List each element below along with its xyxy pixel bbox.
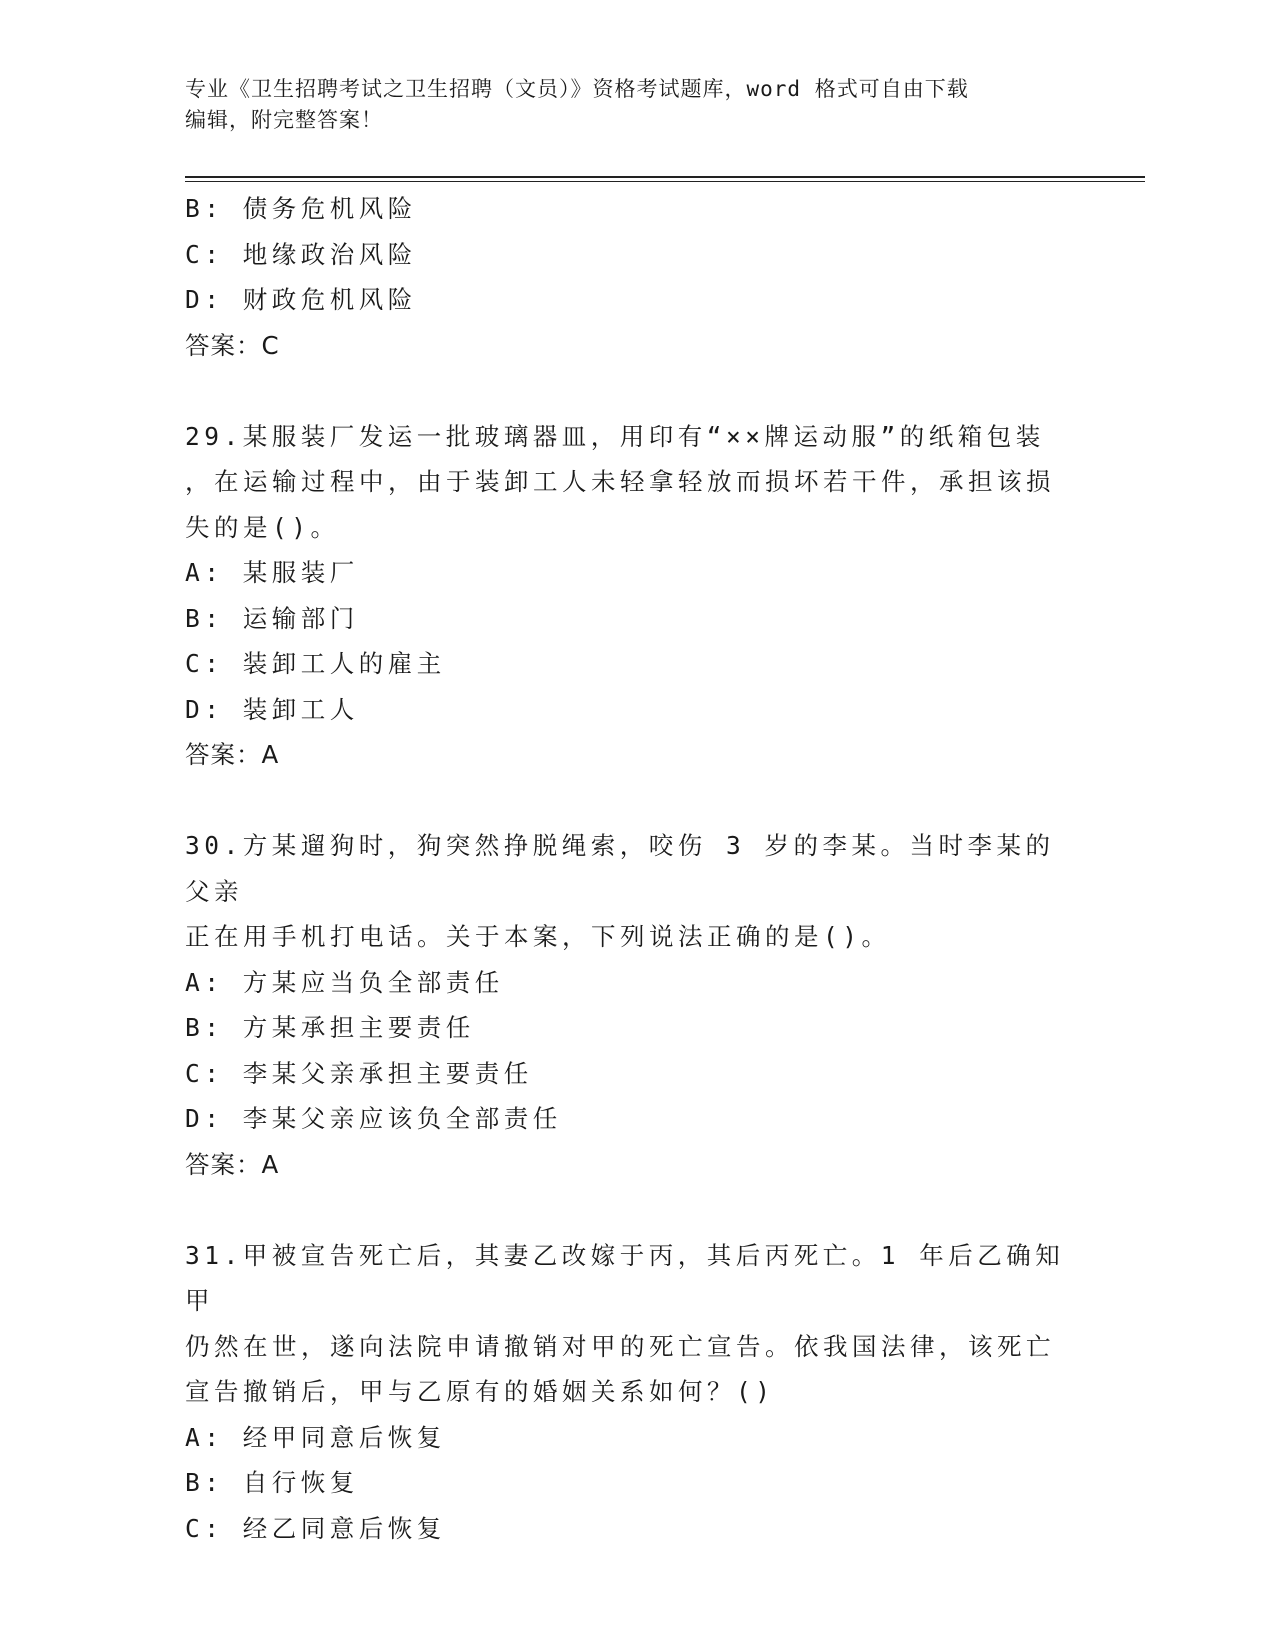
question-text: 29.某服装厂发运一批玻璃器皿，用印有“××牌运动服”的纸箱包装 ，在运输过程中，由于装卸工人未轻拿轻放而损坏若干件，承担该损 失的是()。 bbox=[185, 421, 1055, 542]
header-line-1: 专业《卫生招聘考试之卫生招聘（文员）》资格考试题库，word 格式可自由下载 bbox=[185, 77, 969, 101]
spacer bbox=[185, 1187, 1085, 1233]
option-d: D: 财政危机风险 bbox=[185, 285, 417, 314]
option-d: D: 李某父亲应该负全部责任 bbox=[185, 1104, 562, 1133]
option-d: D: 装卸工人 bbox=[185, 694, 359, 724]
option-c: C: 装卸工人的雇主 bbox=[185, 649, 446, 678]
header-divider-thin bbox=[185, 181, 1145, 182]
question-text: 30.方某遛狗时，狗突然挣脱绳索，咬伤 3 岁的李某。当时李某的父亲 正在用手机打电话。关于本案，下列说法正确的是()。 bbox=[185, 831, 1055, 951]
header-line-2: 编辑，附完整答案！ bbox=[185, 108, 383, 132]
option-a: A: 经甲同意后恢复 bbox=[185, 1422, 446, 1452]
question-29 bbox=[185, 414, 1085, 778]
option-a: A: 方某应当负全部责任 bbox=[185, 967, 504, 997]
spacer bbox=[185, 778, 1085, 824]
option-a: A: 某服装厂 bbox=[185, 558, 359, 587]
option-c: C: 经乙同意后恢复 bbox=[185, 1513, 446, 1543]
option-c: C: 地缘政治风险 bbox=[185, 239, 417, 269]
option-c: C: 李某父亲承担主要责任 bbox=[185, 1058, 533, 1088]
page-header bbox=[185, 74, 1085, 136]
option-b: B: 自行恢复 bbox=[185, 1468, 359, 1497]
answer-line: 答案：C bbox=[185, 330, 280, 360]
option-b: B: 方某承担主要责任 bbox=[185, 1013, 475, 1042]
answer-line: 答案：A bbox=[185, 740, 280, 769]
question-30 bbox=[185, 823, 1085, 1187]
question-list bbox=[185, 186, 1085, 1551]
answer-line: 答案：A bbox=[185, 1149, 280, 1179]
header-divider bbox=[185, 176, 1145, 178]
option-b: B: 债务危机风险 bbox=[185, 194, 417, 223]
spacer bbox=[185, 368, 1085, 414]
question-text: 31.甲被宣告死亡后，其妻乙改嫁于丙，其后丙死亡。1 年后乙确知甲 仍然在世，遂向法院申请撤销对甲的死亡宣告。依我国法律，该死亡 宣告撤销后，甲与乙原有的婚姻关系如何？() bbox=[185, 1240, 1065, 1406]
question-31 bbox=[185, 1233, 1085, 1552]
option-b: B: 运输部门 bbox=[185, 603, 359, 633]
question-partial bbox=[185, 186, 1085, 368]
